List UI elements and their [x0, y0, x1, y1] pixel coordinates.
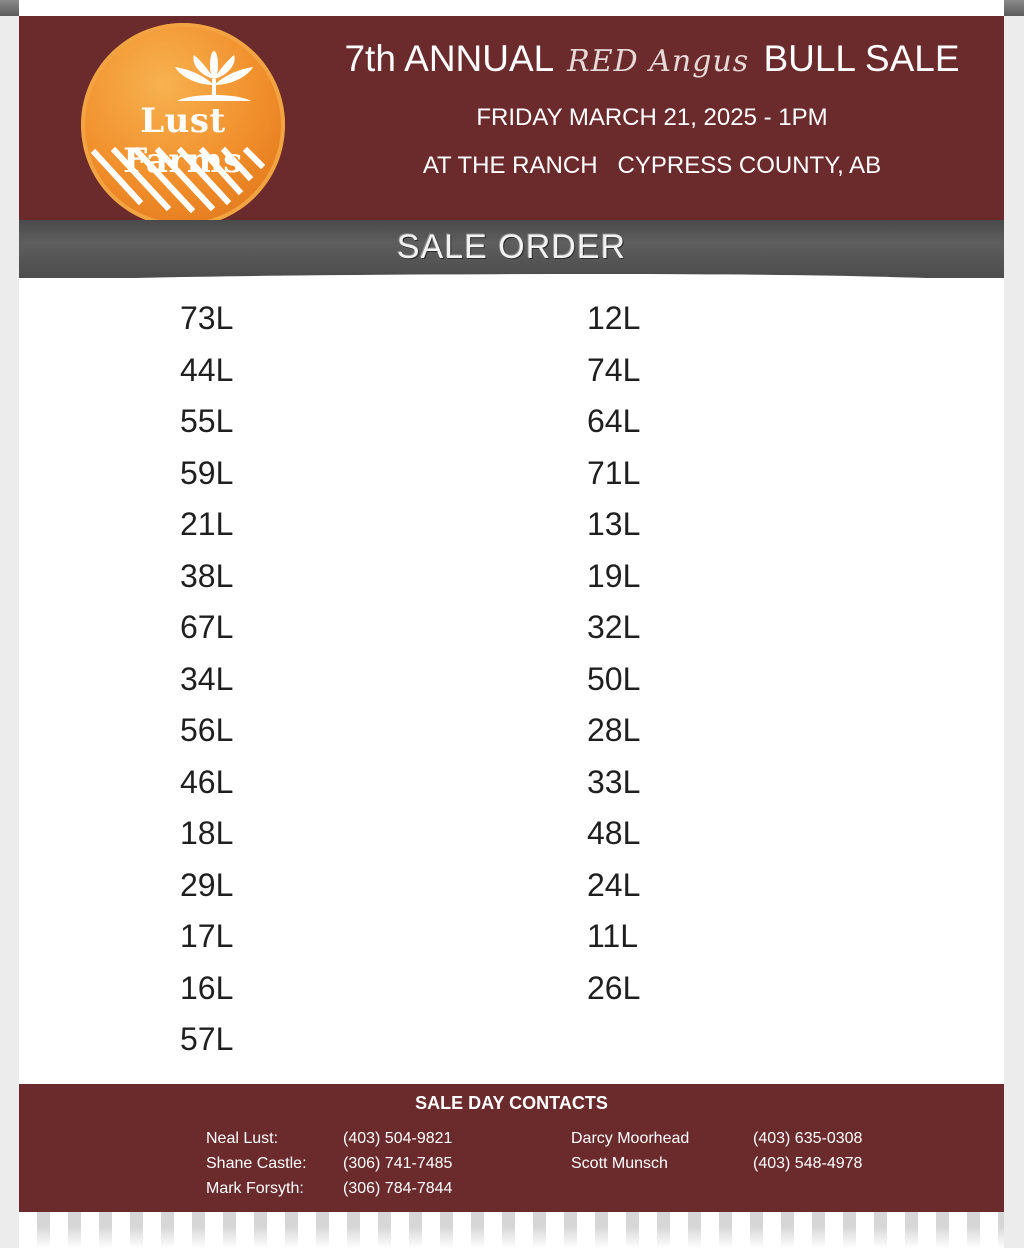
section-title: SALE ORDER [396, 228, 627, 266]
lot-number: 44L [180, 351, 234, 388]
contact-name: Mark Forsyth: [206, 1180, 304, 1197]
lot-number: 17L [180, 918, 234, 954]
lot-number: 59L [180, 454, 234, 491]
title-prefix: 7th ANNUAL [344, 38, 553, 79]
contact-name: Darcy Moorhead [571, 1130, 690, 1147]
lot-number: 64L [587, 403, 641, 439]
lot-number: 21L [180, 506, 234, 542]
section-banner [19, 220, 1004, 278]
contacts-title: SALE DAY CONTACTS [415, 1093, 608, 1113]
lot-number: 13L [587, 506, 641, 542]
lot-number: 46L [180, 763, 234, 800]
lot-number: 73L [180, 300, 234, 336]
contact-phone: (403) 548-4978 [753, 1155, 863, 1172]
lot-number: 32L [587, 609, 641, 645]
contact-name: Shane Castle: [206, 1155, 307, 1172]
lot-number: 28L [587, 712, 641, 748]
lot-number: 18L [180, 815, 234, 851]
logo-text: Lust Farms [123, 101, 243, 181]
lot-number: 50L [587, 660, 641, 697]
sale-order-left-column [180, 298, 233, 1071]
lot-number: 67L [180, 609, 234, 645]
lot-number: 71L [587, 454, 641, 491]
lot-number: 33L [587, 763, 641, 800]
lot-number: 57L [180, 1021, 234, 1057]
title-breed: RED Angus [567, 44, 750, 79]
lot-number: 24L [587, 866, 641, 903]
sale-location: AT THE RANCH CYPRESS COUNTY, AB [422, 152, 882, 179]
lot-number: 16L [180, 969, 234, 1006]
contacts-footer [19, 1084, 1004, 1212]
lot-number: 26L [587, 969, 641, 1006]
lot-number: 11L [587, 918, 639, 954]
lot-number: 12L [587, 300, 641, 336]
sale-order-right-column [587, 298, 640, 1019]
contact-name: Scott Munsch [571, 1155, 668, 1172]
lot-number: 56L [180, 712, 234, 748]
title-suffix: BULL SALE [763, 38, 960, 79]
lust-farms-logo [81, 23, 285, 227]
sale-title [300, 38, 1004, 80]
contact-phone: (403) 635-0308 [753, 1130, 863, 1147]
sale-date: FRIDAY MARCH 21, 2025 - 1PM [476, 104, 828, 131]
contact-name: Neal Lust: [206, 1130, 279, 1147]
lot-number: 38L [180, 557, 234, 594]
lot-number: 74L [587, 351, 641, 388]
contact-phone: (306) 741-7485 [343, 1155, 453, 1172]
lot-number: 48L [587, 815, 641, 851]
contact-phone: (306) 784-7844 [343, 1180, 453, 1197]
contact-phone: (403) 504-9821 [343, 1130, 453, 1147]
lot-number: 19L [587, 557, 641, 594]
lot-number: 29L [180, 866, 234, 903]
lot-number: 55L [180, 403, 234, 439]
lot-number: 34L [180, 660, 234, 697]
bottom-fade [19, 1226, 1004, 1248]
